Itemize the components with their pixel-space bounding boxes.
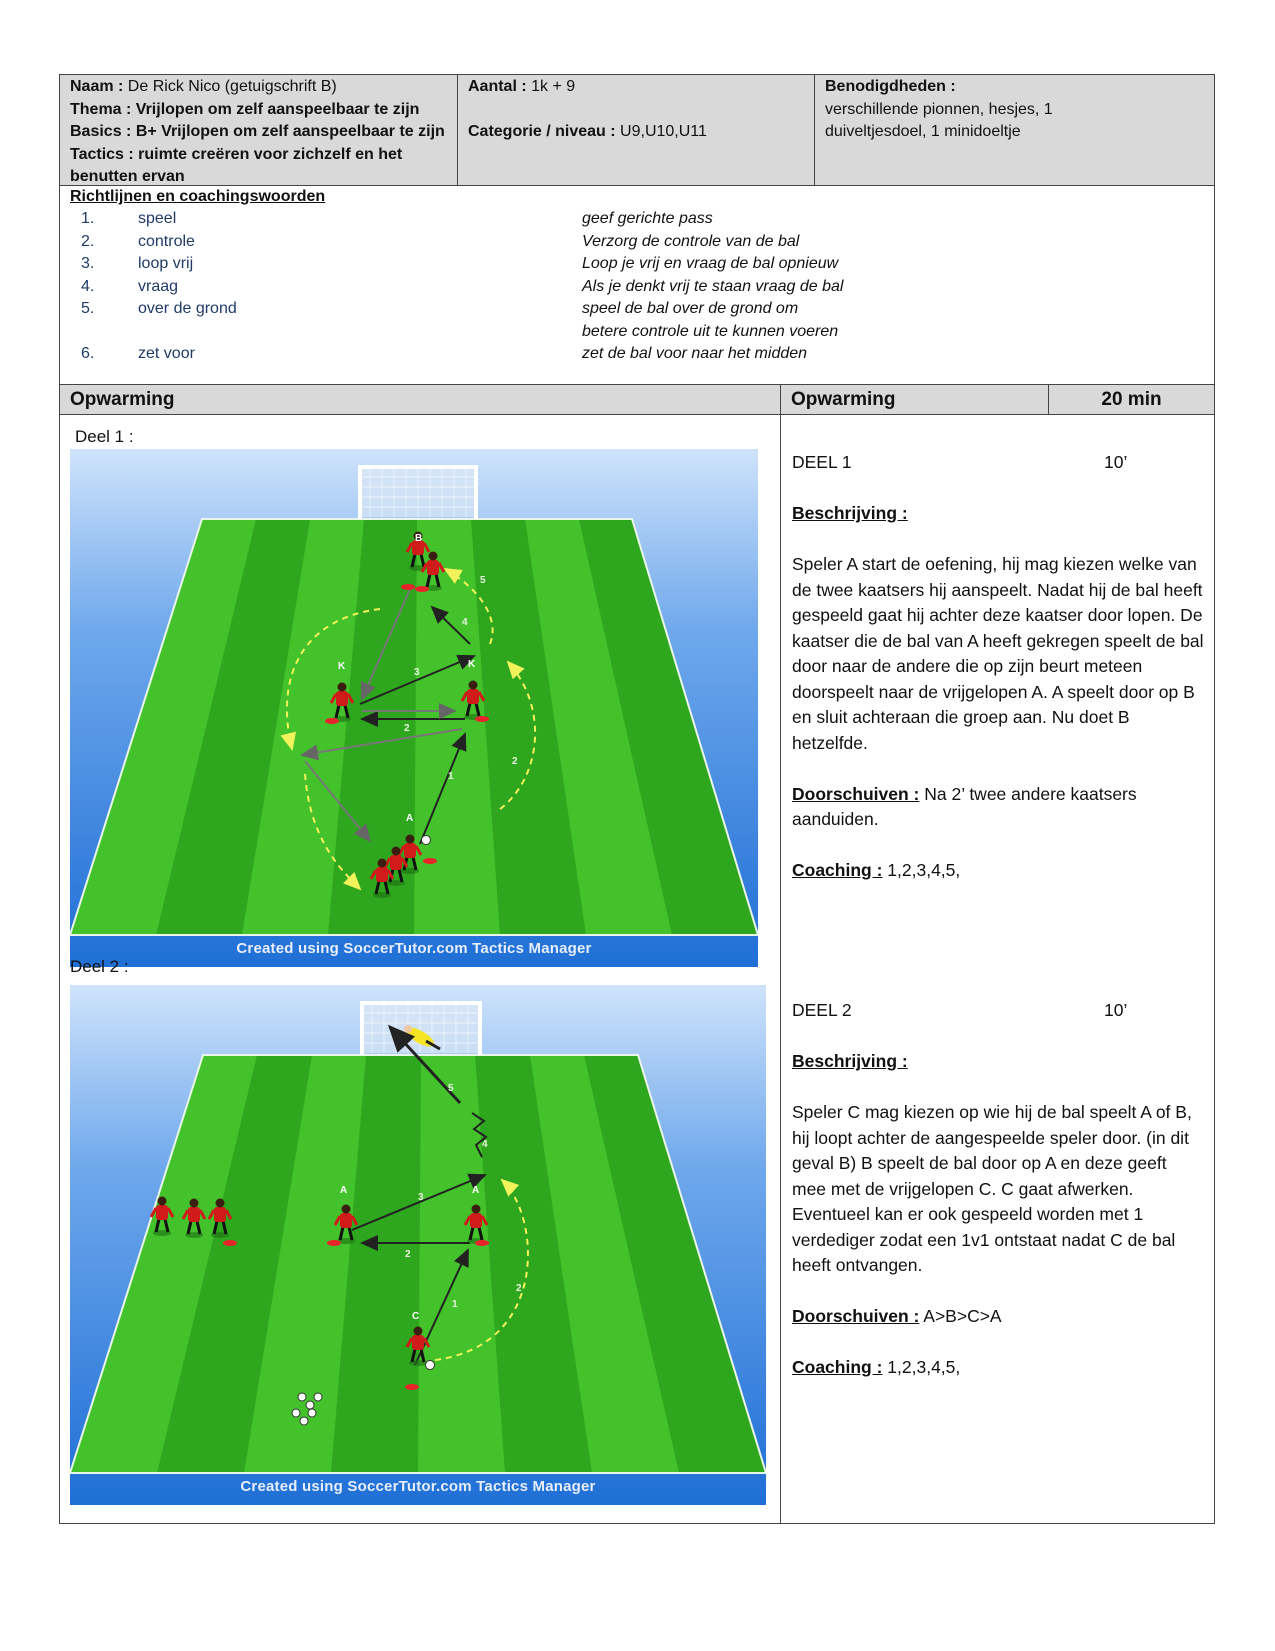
richtlijn-row <box>60 231 1214 254</box>
richtlijn-row <box>60 321 1214 344</box>
richtlijn-number: 6. <box>81 345 95 362</box>
diagram-label: 1 <box>448 771 454 782</box>
deel2-diagram-svg <box>70 985 766 1505</box>
cone <box>423 858 437 864</box>
diagram-label: 3 <box>414 667 420 678</box>
cone <box>223 1240 237 1246</box>
richtlijn-number: 4. <box>81 277 95 295</box>
opwarming-left-bar <box>59 384 781 415</box>
deel2-doorschuiven: Doorschuiven : A>B>C>A <box>792 1306 1002 1326</box>
goal <box>360 467 476 519</box>
richtlijnen-title: Richtlijnen en coachingswoorden <box>70 188 326 205</box>
richtlijn-row <box>60 253 1214 276</box>
richtlijn-word: zet voor <box>138 345 195 362</box>
richtlijn-row <box>60 343 1214 366</box>
opwarming-left-title: Opwarming <box>70 389 175 410</box>
diagram-label: 4 <box>482 1139 488 1150</box>
opwarming-right-bar <box>780 384 1049 415</box>
ball <box>426 1361 435 1370</box>
tactics-line: Tactics : ruimte creëren voor zichzelf en het benutten ervan <box>70 145 403 185</box>
diagram-label: A <box>472 1185 480 1196</box>
deel1-diagram-credit: Created using SoccerTutor.com Tactics Manager <box>236 940 592 957</box>
duration-cell <box>1048 384 1215 415</box>
richtlijn-word: speel <box>138 210 177 227</box>
diagram-label: A <box>340 1185 348 1196</box>
deel1-label: Deel 1 : <box>75 427 134 446</box>
benodigdheden-label: Benodigdheden : <box>825 78 956 95</box>
cone <box>401 584 415 590</box>
richtlijn-tip: Als je denkt vrij te staan vraag de bal <box>582 277 844 295</box>
deel1-doorschuiven: Doorschuiven : Na 2’ twee andere kaatsers aanduiden. <box>792 783 1137 829</box>
richtlijn-word: controle <box>138 232 195 250</box>
cone <box>475 716 489 722</box>
opwarming-right-title: Opwarming <box>791 389 896 410</box>
diagram-label: C <box>412 1311 420 1322</box>
aantal-line: Aantal : 1k + 9 <box>468 78 576 95</box>
header-naam-cell <box>59 74 458 186</box>
diagram-label: K <box>338 661 346 672</box>
diagram-label: 2 <box>512 756 518 767</box>
ball <box>422 836 431 845</box>
deel1-diagram <box>70 449 758 967</box>
cone <box>475 1240 489 1246</box>
goal <box>362 1003 480 1055</box>
richtlijn-row <box>60 276 1214 299</box>
diagram-label: 3 <box>418 1192 424 1203</box>
cone <box>325 718 339 724</box>
richtlijn-row <box>60 298 1214 321</box>
richtlijn-number: 5. <box>81 300 95 317</box>
diagram-label: 5 <box>448 1083 454 1094</box>
diagram-label: 4 <box>462 617 468 628</box>
richtlijn-number: 1. <box>81 210 95 227</box>
basics-line: Basics : B+ Vrijlopen om zelf aanspeelbaar te zijn <box>70 123 445 140</box>
richtlijn-tip: geef gerichte pass <box>582 210 713 227</box>
diagram-label: 2 <box>516 1283 522 1294</box>
deel1-beschrijving: Speler A start de oefening, hij mag kiezen welke van de twee kaatsers hij aanspeelt. Nadat hij de bal heeft gespeeld gaat hij achter deze kaatser door lopen. De kaatser die de bal van A heeft gekregen speelt de bal door naar de andere die op zijn beurt meteen doorspeelt naar de vrijgelopen A. A speelt door op B en sluit achteraan die groep aan. Nu doet B hetzelfde. <box>792 554 1204 753</box>
richtlijn-tip: zet de bal voor naar het midden <box>582 345 808 362</box>
deel2-coaching: Coaching : 1,2,3,4,5, <box>792 1357 961 1377</box>
richtlijn-word: vraag <box>138 277 179 295</box>
header-benodigdheden-cell <box>814 74 1215 186</box>
diagram-label: 2 <box>404 723 410 734</box>
richtlijn-number: 3. <box>81 255 95 272</box>
cone <box>415 586 429 592</box>
categorie-line: Categorie / niveau : U9,U10,U11 <box>468 123 707 140</box>
naam-line: Naam : De Rick Nico (getuigschrift B) <box>70 78 337 95</box>
deel2-beschrijving-label: Beschrijving : <box>792 1051 908 1071</box>
richtlijn-tip: Loop je vrij en vraag de bal opnieuw <box>582 255 839 272</box>
deel2-beschrijving2: Eventueel kan er ook gespeeld worden met 1 verdediger zodat een 1v1 ontstaat nadat C de bal heeft ontvangen. <box>792 1204 1176 1275</box>
richtlijn-row <box>60 208 1214 231</box>
richtlijn-tip: betere controle uit te kunnen voeren <box>582 322 839 340</box>
deel1-diagram-svg <box>70 449 758 967</box>
deel1-beschrijving-label: Beschrijving : <box>792 503 908 523</box>
richtlijn-tip: speel de bal over de grond om <box>582 300 799 317</box>
diagram-label: 5 <box>480 575 486 586</box>
deel1-heading: DEEL 1 <box>792 452 852 472</box>
deel1-coaching: Coaching : 1,2,3,4,5, <box>792 860 961 880</box>
deel2-diagram <box>70 985 766 1505</box>
richtlijn-word: over de grond <box>138 300 237 317</box>
diagram-label: 1 <box>452 1299 458 1310</box>
richtlijnen-list <box>60 208 1214 366</box>
richtlijn-number: 2. <box>81 232 95 250</box>
header-aantal-cell <box>457 74 815 186</box>
deel1-time: 10’ <box>1104 452 1128 472</box>
diagram-label: 2 <box>405 1249 411 1260</box>
thema-line: Thema : Vrijlopen om zelf aanspeelbaar te zijn <box>70 100 420 118</box>
deel2-diagram-credit: Created using SoccerTutor.com Tactics Manager <box>240 1478 596 1495</box>
deel2-text <box>792 998 1204 1381</box>
diagram-label: K <box>468 659 476 670</box>
deel2-beschrijving: Speler C mag kiezen op wie hij de bal speelt A of B, hij loopt achter de aangespeelde speler door. (in dit geval B) B speelt de bal door op A en deze geeft mee met de vrijgelopen C. C gaat afwerken. <box>792 1102 1192 1199</box>
richtlijnen-section <box>59 185 1215 385</box>
cone <box>327 1240 341 1246</box>
diagram-label: B <box>415 533 423 544</box>
deel2-time: 10’ <box>1104 1000 1128 1020</box>
deel2-heading: DEEL 2 <box>792 1000 852 1020</box>
benodigdheden-value: verschillende pionnen, hesjes, 1 duiveltjesdoel, 1 minidoeltje <box>825 100 1053 140</box>
richtlijn-word: loop vrij <box>138 255 194 272</box>
deel2-label: Deel 2 : <box>70 957 129 976</box>
richtlijn-tip: Verzorg de controle van de bal <box>582 232 800 250</box>
deel1-text <box>792 450 1204 884</box>
diagram-label: A <box>406 813 414 824</box>
duration-value: 20 min <box>1101 389 1162 410</box>
cone <box>405 1384 419 1390</box>
